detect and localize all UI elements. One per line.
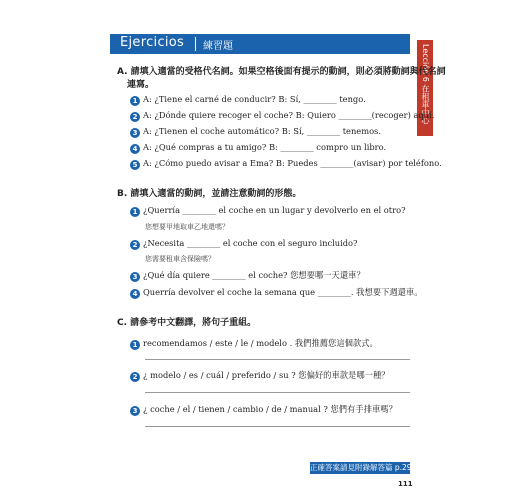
lesson-side-tab-label: Lección 6 在租車中心 bbox=[421, 44, 430, 125]
section-c-item-1 bbox=[130, 338, 378, 350]
item-number-badge: 3 bbox=[130, 406, 140, 416]
item-number-badge: 3 bbox=[130, 128, 140, 138]
item-number-badge: 2 bbox=[130, 112, 140, 122]
answer-line bbox=[145, 359, 410, 360]
section-c-item-2 bbox=[130, 370, 390, 382]
answer-line bbox=[145, 392, 410, 393]
item-text: A: ¿Tienen el coche automático? B: Sí, ________ tenemos. bbox=[143, 126, 381, 136]
section-a-title bbox=[117, 66, 446, 92]
item-text: ¿ coche / el / tienen / cambio / de / manual ? 您們有手排車嗎？ bbox=[143, 404, 397, 414]
item-number-badge: 2 bbox=[130, 240, 140, 250]
item-text: ¿Qué día quiere ________ el coche? 您想要哪一天還車？ bbox=[143, 270, 365, 280]
section-b-item-2-hint: 您需要租車含保險嗎？ bbox=[145, 255, 215, 263]
item-number-badge: 5 bbox=[130, 160, 140, 170]
section-a-item-5 bbox=[130, 158, 442, 170]
item-number-badge: 1 bbox=[130, 340, 140, 350]
section-c-title: C. 請參考中文翻譯，將句子重組。 bbox=[117, 318, 257, 328]
item-text: Querría devolver el coche la semana que ________. 我想要下週還車。 bbox=[143, 287, 423, 297]
item-number-badge: 4 bbox=[130, 144, 140, 154]
section-c-item-3 bbox=[130, 404, 397, 416]
item-number-badge: 4 bbox=[130, 289, 140, 299]
section-a-title-line1: A. 請填入適當的受格代名詞。如果空格後面有提示的動詞，則必須將動詞與代名詞 bbox=[117, 67, 446, 77]
section-b-item-1-hint: 您想要甲地取車乙地還嗎？ bbox=[145, 223, 229, 231]
exercise-header-banner bbox=[110, 34, 410, 54]
answer-key-reference: 正確答案請見附錄解答篇 p.291 bbox=[310, 463, 417, 472]
section-b-item-2 bbox=[130, 238, 358, 250]
section-a-item-2 bbox=[130, 110, 434, 122]
item-number-badge: 1 bbox=[130, 207, 140, 217]
page-number: 111 bbox=[398, 480, 413, 488]
item-text: recomendamos / este / le / modelo . 我們推薦您這個款式。 bbox=[143, 338, 378, 348]
section-a-title-line2: 連寫。 bbox=[127, 80, 155, 90]
item-text: ¿Necesita ________ el coche con el seguro incluido? bbox=[143, 238, 358, 248]
section-b-item-1 bbox=[130, 205, 406, 217]
section-a-item-4 bbox=[130, 142, 386, 154]
section-b-item-4 bbox=[130, 287, 423, 299]
item-number-badge: 2 bbox=[130, 372, 140, 382]
header-title-zh: 練習題 bbox=[203, 41, 233, 52]
item-number-badge: 1 bbox=[130, 96, 140, 106]
item-text: A: ¿Qué compras a tu amigo? B: ________ compro un libro. bbox=[143, 142, 387, 152]
item-text: ¿ modelo / es / cuál / preferido / su ? 您偏好的車款是哪一種？ bbox=[143, 370, 390, 380]
section-a-item-1 bbox=[130, 94, 366, 106]
section-b-title: B. 請填入適當的動詞，並請注意動詞的形態。 bbox=[117, 189, 302, 199]
answer-line bbox=[145, 426, 410, 427]
header-divider bbox=[195, 37, 196, 51]
item-text: A: ¿Cómo puedo avisar a Ema? B: Puedes ________(avisar) por teléfono. bbox=[143, 158, 442, 168]
header-title-es: Ejercicios bbox=[120, 35, 185, 50]
section-b-item-3 bbox=[130, 270, 365, 282]
item-number-badge: 3 bbox=[130, 272, 140, 282]
section-a-item-3 bbox=[130, 126, 381, 138]
item-text: A: ¿Dónde quiere recoger el coche? B: Quiero ________(recoger) aquí. bbox=[143, 110, 435, 120]
item-text: A: ¿Tiene el carné de conducir? B: Sí, ________ tengo. bbox=[143, 94, 366, 104]
item-text: ¿Querría ________ el coche en un lugar y devolverlo en el otro? bbox=[143, 205, 406, 215]
